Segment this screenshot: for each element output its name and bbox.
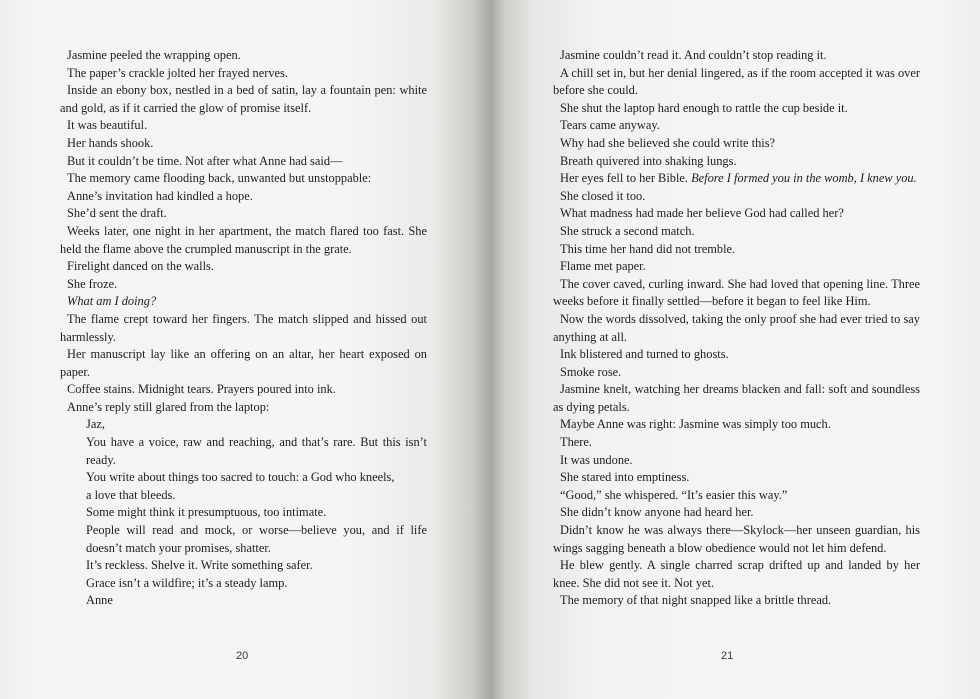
- paragraph: [60, 416, 427, 434]
- paragraph-text: Grace isn’t a wildfire; it’s a steady lamp.: [86, 575, 288, 590]
- paragraph: [553, 381, 920, 416]
- paragraph-text: “Good,” she whispered. “It’s easier this way.”: [560, 487, 788, 502]
- right-page-text: [553, 47, 920, 610]
- paragraph: [553, 522, 920, 557]
- scripture-quote: Before I formed you in the womb, I knew you.: [691, 171, 917, 186]
- paragraph: [60, 504, 427, 522]
- paragraph: [553, 434, 920, 452]
- paragraph-text: She froze.: [67, 276, 118, 291]
- paragraph-text: Flame met paper.: [560, 259, 646, 274]
- paragraph-text: Ink blistered and turned to ghosts.: [560, 347, 729, 362]
- paragraph-text: Now the words dissolved, taking the only proof she had ever tried to say anything at all.: [553, 311, 920, 344]
- paragraph: [60, 117, 427, 135]
- paragraph-text: Firelight danced on the walls.: [67, 259, 214, 274]
- paragraph-text: There.: [560, 435, 592, 450]
- paragraph-text: He blew gently. A single charred scrap drifted up and landed by her knee. She did not see it. Not yet.: [553, 558, 920, 590]
- page-number-right: 21: [721, 650, 734, 662]
- paragraph: [553, 100, 920, 118]
- paragraph-text: People will read and mock, or worse—believe you, and if life doesn’t match your promises, shatter.: [86, 523, 427, 555]
- paragraph-text: The cover caved, curling inward. She had loved that opening line. Three weeks before it finally settled—before it began to feel like Him.: [553, 276, 920, 309]
- paragraph-text: The memory of that night snapped like a brittle thread.: [560, 593, 832, 608]
- paragraph-text: The flame crept toward her fingers. The match slipped and hissed out harmlessly.: [60, 311, 427, 344]
- paragraph: [553, 47, 920, 65]
- paragraph: [60, 47, 427, 65]
- paragraph-text: It’s reckless. Shelve it. Write something safer.: [86, 558, 313, 573]
- paragraph-text: She stared into emptiness.: [560, 470, 690, 485]
- paragraph: [60, 276, 427, 294]
- paragraph-text: Jasmine knelt, watching her dreams blacken and fall: soft and soundless as dying petals.: [553, 382, 920, 414]
- paragraph: [60, 399, 427, 417]
- paragraph: [60, 188, 427, 206]
- paragraph-text: The paper’s crackle jolted her frayed nerves.: [67, 65, 288, 80]
- paragraph: [553, 241, 920, 259]
- paragraph: [60, 469, 427, 487]
- paragraph: [60, 522, 427, 557]
- paragraph: [60, 293, 427, 311]
- paragraph: [553, 170, 920, 188]
- paragraph: [60, 170, 427, 188]
- paragraph: [60, 135, 427, 153]
- paragraph: [553, 592, 920, 610]
- paragraph: [553, 205, 920, 223]
- paragraph: [60, 557, 427, 575]
- paragraph: [60, 346, 427, 381]
- paragraph: [553, 416, 920, 434]
- paragraph: [553, 557, 920, 592]
- paragraph-text: Anne: [86, 593, 113, 608]
- paragraph: [553, 188, 920, 206]
- paragraph-text: Anne’s invitation had kindled a hope.: [67, 188, 253, 203]
- paragraph-text: Jasmine peeled the wrapping open.: [67, 48, 241, 62]
- paragraph-text: Why had she believed she could write this?: [560, 135, 776, 150]
- paragraph-text: A chill set in, but her denial lingered, as if the room accepted it was over before she could.: [553, 65, 920, 98]
- paragraph: [60, 575, 427, 593]
- paragraph-text: It was beautiful.: [67, 118, 148, 133]
- page-number-left: 20: [236, 650, 249, 662]
- paragraph: [60, 223, 427, 258]
- paragraph: [553, 276, 920, 311]
- paragraph: [553, 153, 920, 171]
- paragraph: [553, 135, 920, 153]
- paragraph: [60, 381, 427, 399]
- paragraph: [60, 311, 427, 346]
- paragraph-text: It was undone.: [560, 452, 633, 467]
- paragraph-text: Breath quivered into shaking lungs.: [560, 153, 737, 168]
- paragraph: [60, 153, 427, 171]
- paragraph: [60, 205, 427, 223]
- left-page-text: [60, 47, 427, 610]
- paragraph-text: She didn’t know anyone had heard her.: [560, 505, 754, 520]
- paragraph-text: She shut the laptop hard enough to rattle the cup beside it.: [560, 100, 848, 115]
- paragraph: [553, 346, 920, 364]
- paragraph-text: Maybe Anne was right: Jasmine was simply too much.: [560, 417, 831, 432]
- paragraph-text: Didn’t know he was always there—Skylock—her unseen guardian, his wings sagging beneath a blow obedience would not let him defend.: [553, 523, 920, 555]
- paragraph-text: You write about things too sacred to touch: a God who kneels,: [86, 470, 395, 485]
- paragraph-text: Anne’s reply still glared from the laptop:: [67, 399, 270, 414]
- paragraph: [553, 65, 920, 100]
- paragraph-text: This time her hand did not tremble.: [560, 241, 736, 256]
- paragraph: [553, 117, 920, 135]
- paragraph-text: She struck a second match.: [560, 223, 695, 238]
- paragraph: [553, 504, 920, 522]
- paragraph-text: Her eyes fell to her Bible.: [560, 171, 692, 186]
- paragraph-text: She closed it too.: [560, 188, 646, 203]
- paragraph-text: a love that bleeds.: [86, 487, 176, 502]
- right-page: [490, 0, 980, 699]
- paragraph: [553, 469, 920, 487]
- paragraph-text: Her manuscript lay like an offering on an altar, her heart exposed on paper.: [60, 347, 427, 379]
- paragraph-text: Jasmine couldn’t read it. And couldn’t stop reading it.: [560, 48, 827, 62]
- paragraph: [60, 258, 427, 276]
- paragraph: [553, 223, 920, 241]
- paragraph: [553, 364, 920, 382]
- paragraph: [60, 82, 427, 117]
- paragraph: [60, 592, 427, 610]
- paragraph-text: She’d sent the draft.: [67, 206, 167, 221]
- paragraph-text: Inside an ebony box, nestled in a bed of satin, lay a fountain pen: white and gold, as if it carried the glow of promise itself.: [60, 83, 427, 115]
- paragraph-text: Tears came anyway.: [560, 118, 660, 133]
- paragraph-text: You have a voice, raw and reaching, and that’s rare. But this isn’t ready.: [86, 435, 427, 467]
- paragraph-text: Smoke rose.: [560, 364, 622, 379]
- paragraph-text: But it couldn’t be time. Not after what Anne had said—: [67, 153, 343, 168]
- paragraph: [553, 311, 920, 346]
- paragraph-text: The memory came flooding back, unwanted but unstoppable:: [67, 171, 372, 186]
- paragraph: [60, 487, 427, 505]
- paragraph: [553, 452, 920, 470]
- paragraph-text: What madness had made her believe God had called her?: [560, 206, 844, 221]
- paragraph-text: Her hands shook.: [67, 135, 154, 150]
- paragraph: [60, 65, 427, 83]
- paragraph-text: Coffee stains. Midnight tears. Prayers poured into ink.: [67, 382, 336, 397]
- paragraph-text: Some might think it presumptuous, too intimate.: [86, 505, 327, 520]
- paragraph: [60, 434, 427, 469]
- paragraph: [553, 258, 920, 276]
- paragraph: [553, 487, 920, 505]
- paragraph-text: Jaz,: [86, 417, 105, 432]
- paragraph-text: What am I doing?: [67, 294, 157, 309]
- paragraph-text: Weeks later, one night in her apartment, the match flared too fast. She held the flame above the crumpled manuscript in the grate.: [60, 223, 427, 256]
